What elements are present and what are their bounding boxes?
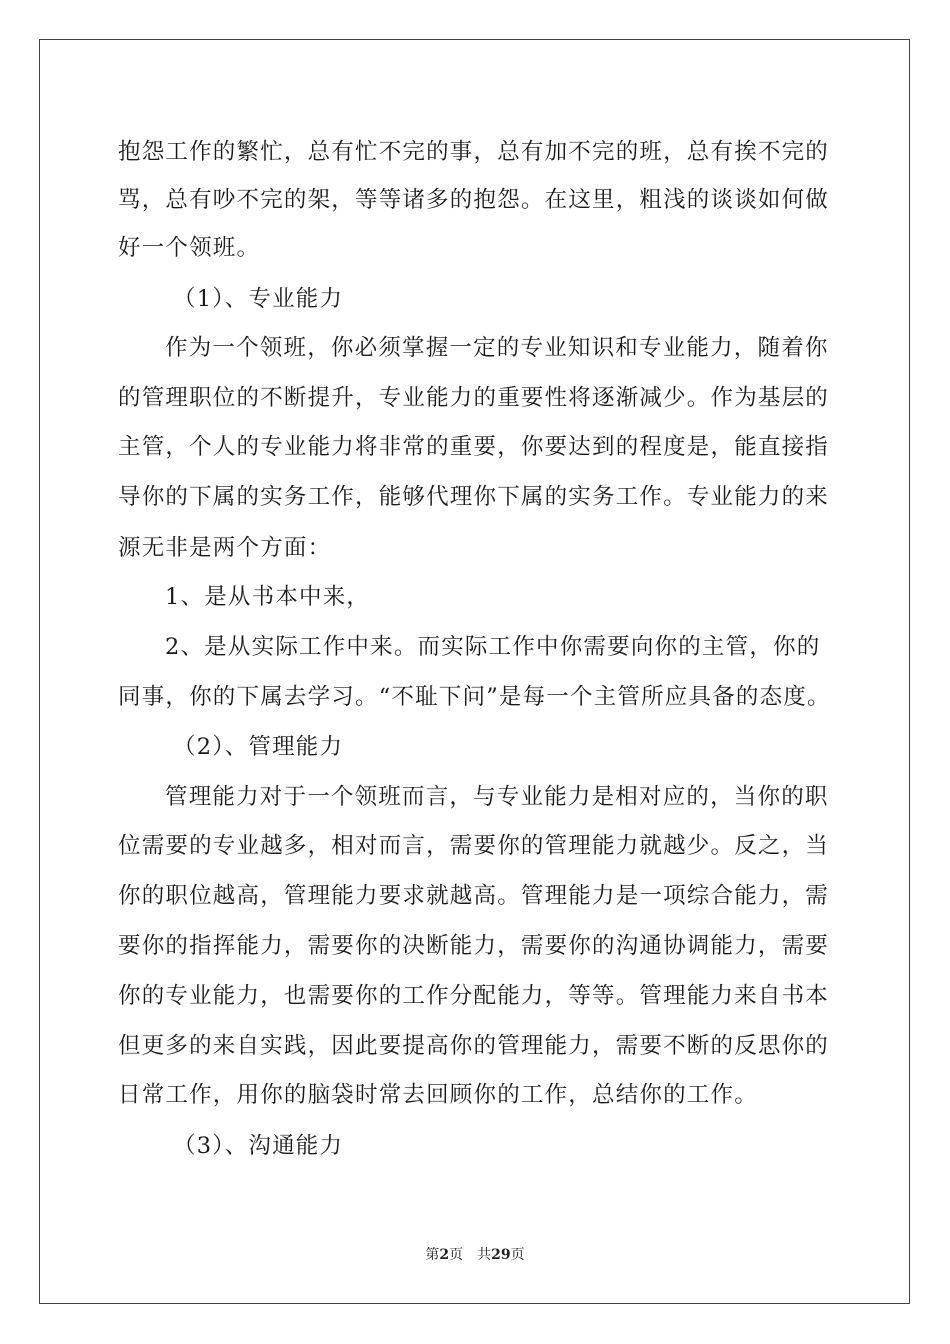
paragraph-line: 作为一个领班，你必须掌握一定的专业知识和专业能力，随着你 (165, 335, 829, 361)
page-border (39, 39, 910, 1304)
paragraph-line: 源无非是两个方面： (118, 535, 332, 561)
paragraph-line: 导你的下属的实务工作，能够代理你下属的实务工作。专业能力的来 (118, 484, 830, 510)
list-item: 1、是从书本中来， (165, 584, 371, 610)
total-pages: 29 (491, 1247, 511, 1263)
paragraph-line: 管理能力对于一个领班而言，与专业能力是相对应的，当你的职 (165, 784, 829, 810)
section-heading: （2）、管理能力 (173, 734, 344, 760)
paragraph-line: 位需要的专业越多，相对而言，需要你的管理能力就越少。反之，当 (118, 833, 830, 859)
paragraph-line: 你的职位越高，管理能力要求就越高。管理能力是一项综合能力，需 (118, 883, 830, 909)
list-item: 2、是从实际工作中来。而实际工作中你需要向你的主管，你的 (165, 634, 821, 660)
page-number: 2 (439, 1247, 450, 1263)
paragraph-line: 骂，总有吵不完的架，等等诸多的抱怨。在这里，粗浅的谈谈如何做 (118, 187, 830, 213)
paragraph-line: 要你的指挥能力，需要你的决断能力，需要你的沟通协调能力，需要 (118, 933, 830, 959)
total-prefix: 共 (477, 1247, 492, 1263)
page-prefix: 第 (425, 1247, 440, 1263)
paragraph-line: 你的专业能力，也需要你的工作分配能力，等等。管理能力来自书本 (118, 983, 830, 1009)
section-heading: （1）、专业能力 (173, 286, 344, 312)
paragraph-line: 好一个领班。 (118, 235, 261, 261)
paragraph-line: 日常工作，用你的脑袋时常去回顾你的工作，总结你的工作。 (118, 1082, 758, 1108)
page-suffix: 页 (449, 1247, 464, 1263)
paragraph-line: 同事，你的下属去学习。“不耻下问”是每一个主管所应具备的态度。 (118, 684, 831, 710)
paragraph-line: 抱怨工作的繁忙，总有忙不完的事，总有加不完的班，总有挨不完的 (118, 139, 830, 165)
section-heading: （3）、沟通能力 (173, 1133, 344, 1159)
paragraph-line: 但更多的来自实践，因此要提高你的管理能力，需要不断的反思你的 (118, 1033, 830, 1059)
page-footer (0, 1245, 950, 1265)
total-suffix: 页 (510, 1247, 525, 1263)
paragraph-line: 主管，个人的专业能力将非常的重要，你要达到的程度是，能直接指 (118, 434, 830, 460)
paragraph-line: 的管理职位的不断提升，专业能力的重要性将逐渐减少。作为基层的 (118, 385, 830, 411)
